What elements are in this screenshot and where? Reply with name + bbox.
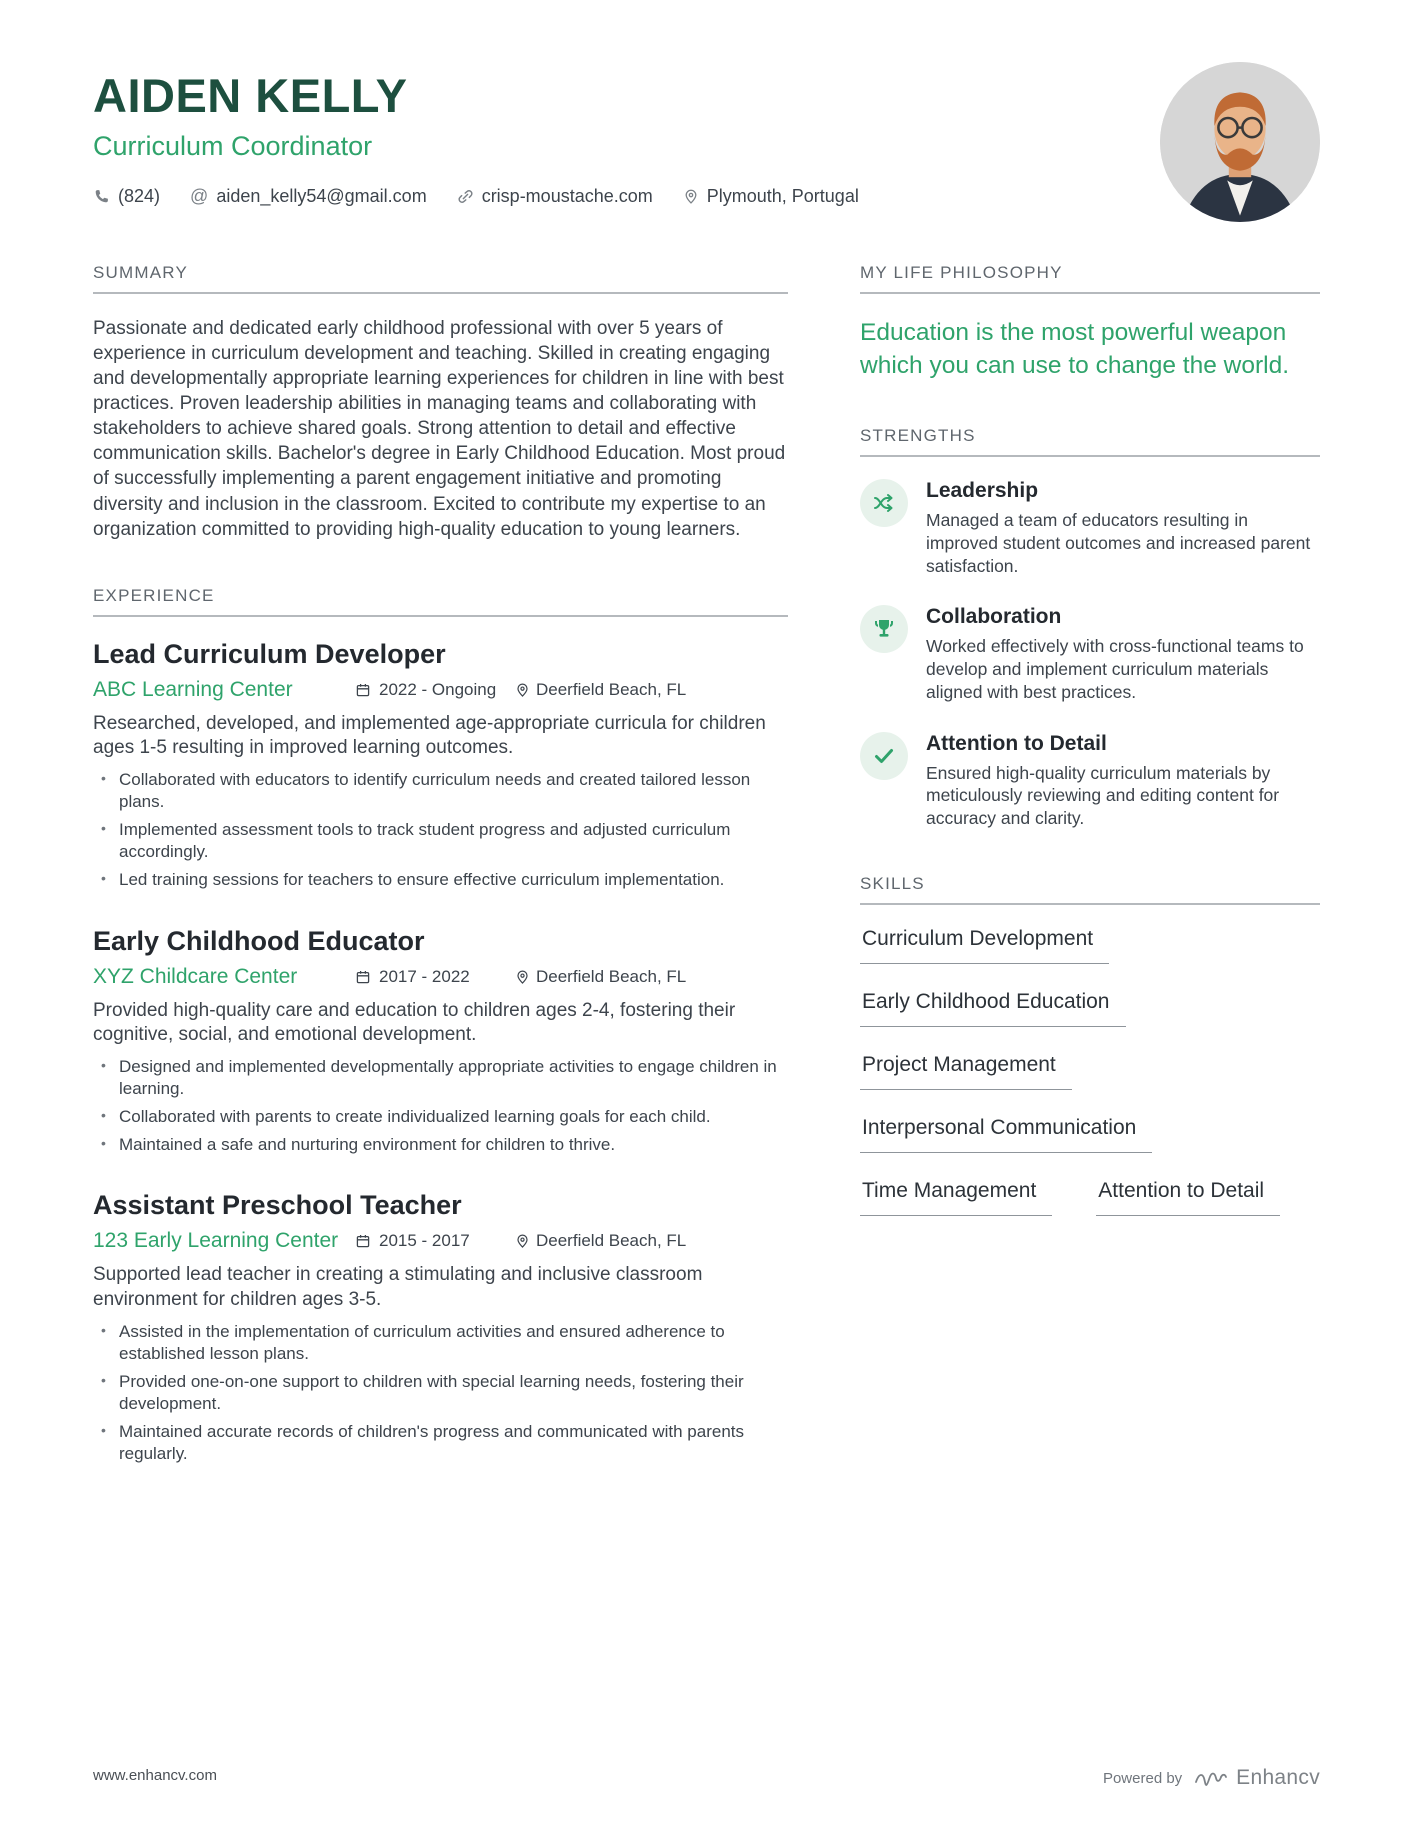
shuffle-arrows-icon	[860, 479, 908, 527]
job-bullets	[93, 1056, 788, 1156]
strength-title: Collaboration	[926, 605, 1062, 629]
link-icon	[457, 188, 474, 205]
location-pin-icon	[515, 1233, 530, 1249]
resume-header	[93, 68, 1320, 207]
job-bullet: • Assisted in the implementation of curriculum activities and ensured adherence to established lesson plans.	[93, 1321, 788, 1365]
job-dates: 2022 - Ongoing	[355, 680, 515, 700]
job-bullet: • Collaborated with educators to identify curriculum needs and created tailored lesson plans.	[93, 769, 788, 813]
job-dates: 2017 - 2022	[355, 967, 515, 987]
location-pin-icon	[515, 682, 530, 698]
skill-item: Early Childhood Education	[860, 990, 1126, 1027]
skill-item: Attention to Detail	[1096, 1179, 1280, 1216]
job-dates: 2015 - 2017	[355, 1231, 515, 1251]
skills-list	[860, 927, 1320, 1242]
job-title: Lead Curriculum Developer	[93, 638, 446, 669]
skill-item: Curriculum Development	[860, 927, 1109, 964]
skills-heading: SKILLS	[860, 874, 1320, 905]
calendar-icon	[355, 682, 371, 698]
job-bullets	[93, 769, 788, 891]
summary-section	[93, 263, 788, 542]
experience-section	[93, 586, 788, 1466]
job-company: 123 Early Learning Center	[93, 1229, 339, 1253]
philosophy-heading: MY LIFE PHILOSOPHY	[860, 263, 1320, 294]
strengths-section	[860, 426, 1320, 830]
job-bullet: • Designed and implemented developmentally appropriate activities to engage children in learning.	[93, 1056, 788, 1100]
right-column	[860, 263, 1320, 1509]
job-meta	[93, 965, 788, 989]
strength-text: Managed a team of educators resulting in improved student outcomes and increased parent satisfaction.	[926, 510, 1311, 576]
strength-body	[926, 605, 1320, 703]
job-bullet: • Led training sessions for teachers to ensure effective curriculum implementation.	[93, 869, 788, 891]
philosophy-quote: Education is the most powerful weapon which you can use to change the world.	[860, 319, 1290, 380]
contact-row	[93, 186, 1060, 207]
strength-item	[860, 732, 1320, 830]
enhancv-logo-icon	[1194, 1767, 1228, 1789]
job-company: XYZ Childcare Center	[93, 964, 298, 988]
website-value: crisp-moustache.com	[481, 186, 653, 206]
check-icon	[860, 732, 908, 780]
strength-title: Leadership	[926, 479, 1039, 503]
job-company: ABC Learning Center	[93, 677, 293, 701]
email-value: aiden_kelly54@gmail.com	[216, 186, 427, 206]
enhancv-brand-link[interactable]	[1194, 1766, 1320, 1790]
avatar	[1160, 62, 1320, 222]
strength-body	[926, 732, 1320, 830]
job-bullets	[93, 1321, 788, 1466]
strengths-heading: STRENGTHS	[860, 426, 1320, 457]
strength-item	[860, 605, 1320, 703]
job-entry	[93, 1190, 788, 1465]
location-pin-icon	[515, 969, 530, 985]
phone-number: (824)	[118, 186, 161, 206]
experience-heading: EXPERIENCE	[93, 586, 788, 617]
job-description: Researched, developed, and implemented age-appropriate curricula for children ages 1-5 resulting in improved learning outcomes.	[93, 712, 766, 759]
strength-title: Attention to Detail	[926, 731, 1107, 755]
location-pin-icon	[683, 188, 699, 205]
job-location: Deerfield Beach, FL	[515, 680, 686, 700]
person-name: AIDEN KELLY	[93, 69, 408, 122]
website-contact[interactable]	[457, 186, 653, 207]
job-bullet: • Maintained accurate records of children's progress and communicated with parents regularly.	[93, 1421, 788, 1465]
content-columns	[93, 263, 1320, 1509]
calendar-icon	[355, 969, 371, 985]
footer-branding	[1103, 1766, 1320, 1790]
summary-heading: SUMMARY	[93, 263, 788, 294]
strength-text: Ensured high-quality curriculum materials by meticulously reviewing and editing content for accuracy and clarity.	[926, 762, 1280, 829]
calendar-icon	[355, 1233, 371, 1249]
left-column	[93, 263, 788, 1509]
phone-icon	[93, 188, 110, 205]
strength-text: Worked effectively with cross-functional teams to develop and implement curriculum materials aligned with best practices.	[926, 636, 1304, 702]
email-contact	[190, 186, 427, 207]
location-value: Plymouth, Portugal	[706, 186, 859, 206]
job-description: Provided high-quality care and education to children ages 2-4, fostering their cognitive, social, and emotional development.	[93, 999, 736, 1046]
job-description: Supported lead teacher in creating a stimulating and inclusive classroom environment for children ages 3-5.	[93, 1264, 703, 1310]
philosophy-section	[860, 263, 1320, 382]
trophy-icon	[860, 605, 908, 653]
job-bullet: • Provided one-on-one support to children with special learning needs, fostering their development.	[93, 1371, 788, 1415]
job-title: Early Childhood Educator	[93, 925, 425, 956]
job-location: Deerfield Beach, FL	[515, 967, 686, 987]
job-title: Assistant Preschool Teacher	[93, 1190, 462, 1221]
job-entry	[93, 639, 788, 892]
job-meta	[93, 1229, 788, 1253]
job-bullet: • Collaborated with parents to create individualized learning goals for each child.	[93, 1106, 788, 1128]
phone-contact	[93, 186, 160, 207]
enhancv-brand-name: Enhancv	[1236, 1766, 1320, 1789]
job-bullet: • Maintained a safe and nurturing environment for children to thrive.	[93, 1134, 788, 1156]
powered-by-label: Powered by	[1102, 1769, 1183, 1787]
job-bullet: • Implemented assessment tools to track student progress and adjusted curriculum accordingly.	[93, 819, 788, 863]
skill-item: Time Management	[860, 1179, 1052, 1216]
job-entry	[93, 926, 788, 1157]
at-icon	[190, 186, 208, 207]
location-contact	[683, 186, 859, 207]
strength-item	[860, 479, 1320, 577]
skill-item: Interpersonal Communication	[860, 1116, 1152, 1153]
job-meta	[93, 678, 788, 702]
skill-item: Project Management	[860, 1053, 1072, 1090]
summary-text: Passionate and dedicated early childhood professional with over 5 years of experience in curriculum development and teaching. Skilled in creating engaging and developmentally appropriate learning experiences for children in line with best practices. Proven leadership abilities in managing teams and collaborating with stakeholders to achieve shared goals. Strong attention to detail and effective communication skills. Bachelor's degree in Early Childhood Education. Most proud of successfully implementing a parent engagement initiative and promoting diversity and inclusion in the classroom. Excited to contribute my expertise to an organization committed to providing high-quality education to young learners.	[93, 318, 786, 540]
job-location: Deerfield Beach, FL	[515, 1231, 686, 1251]
strength-body	[926, 479, 1320, 577]
skills-section	[860, 874, 1320, 1242]
footer-website-link[interactable]: www.enhancv.com	[93, 1767, 217, 1784]
person-role: Curriculum Coordinator	[93, 131, 373, 161]
